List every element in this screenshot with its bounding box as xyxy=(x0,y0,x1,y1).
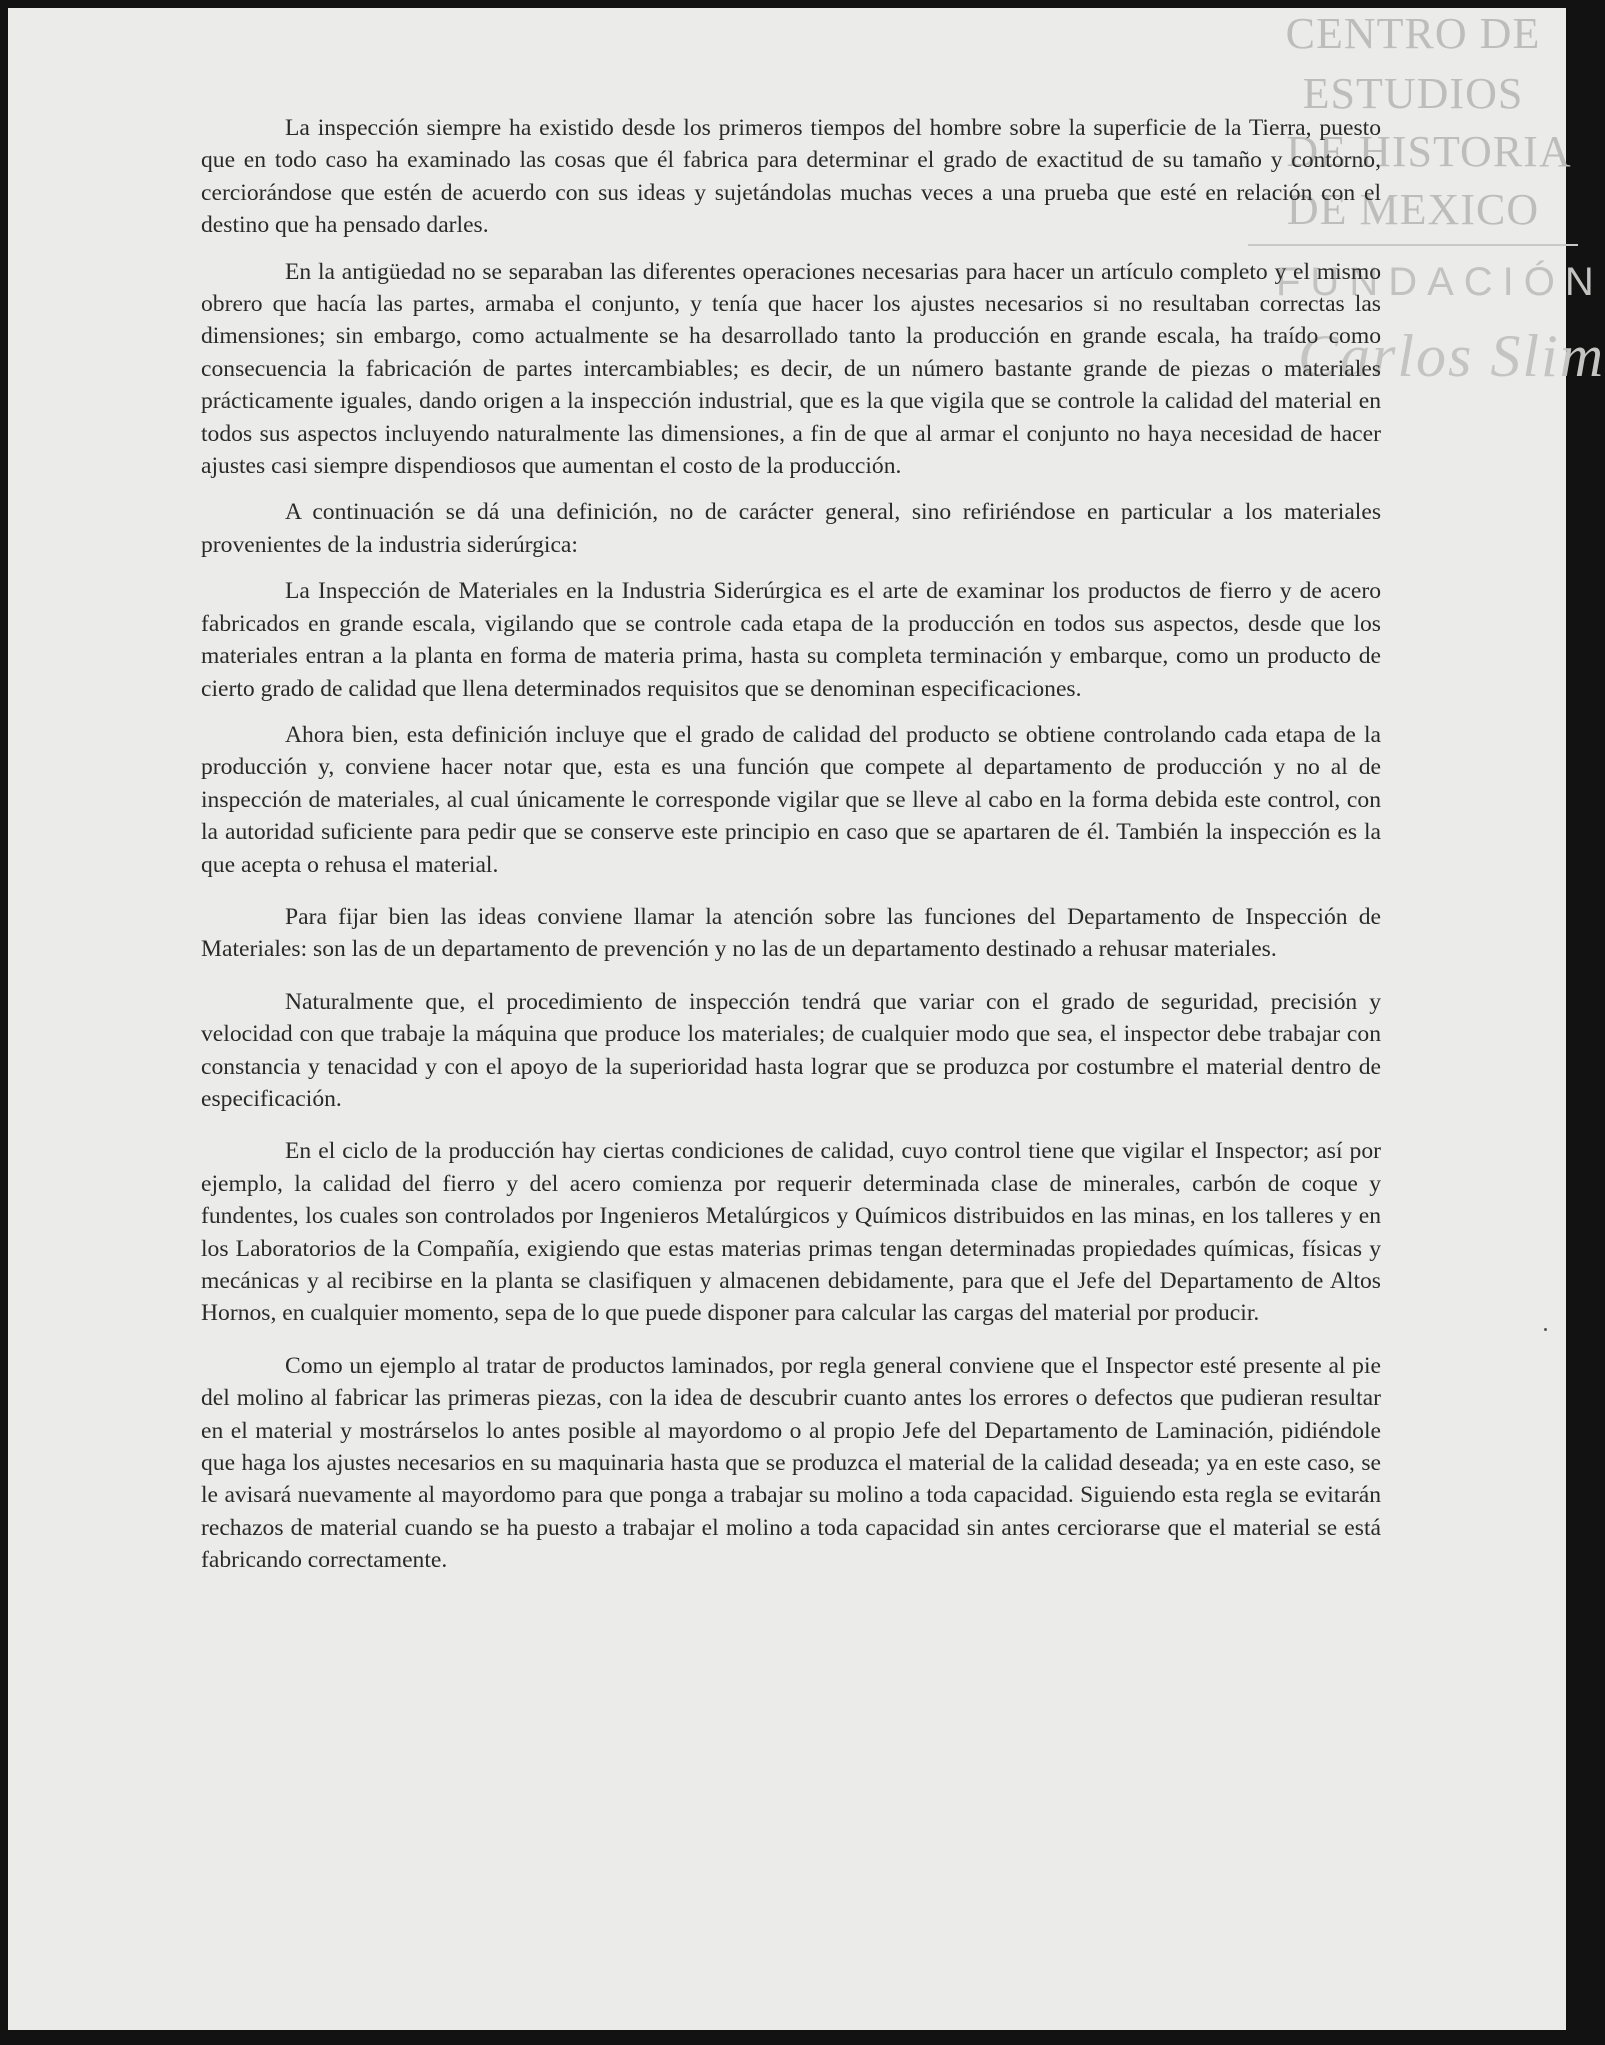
watermark-line: ESTUDIOS xyxy=(1302,69,1524,118)
paragraph: Para fijar bien las ideas conviene llamar la atención sobre las funciones del Departamento de Inspección de Materiales: son las de un departamento de prevención y no las de un departamento destinado a rehusar materiales. xyxy=(201,903,1381,963)
paragraph: Como un ejemplo al tratar de productos laminados, por regla general conviene que el Inspector esté presente al pie del molino al fabricar las primeras piezas, con la idea de descubrir cuanto antes los errores o defectos que pudieran resultar en el material y mostrárselos lo antes posible al mayordomo o al propio Jefe del Departamento de Laminación, pidiéndole que haga los ajustes necesarios en su maquinaria hasta que se produzca el material de la calidad deseada; ya en este caso, se le avisará nuevamente al mayordomo para que ponga a trabajar su molino a toda capacidad. Siguiendo esta regla se evitarán rechazos de material cuando se ha puesto a trabajar el molino a toda capacidad sin antes cerciorarse que el material se está fabricando correctamente. xyxy=(201,1352,1381,1574)
watermark-fundacion: FUNDACIÓN xyxy=(1276,260,1604,304)
paragraph: En la antigüedad no se separaban las diferentes operaciones necesarias para hacer un artículo completo y el mismo obrero que hacía las partes, armaba el conjunto, y tenía que hacer los ajustes necesarios si no resultaban correctas las dimensiones; sin embargo, como actualmente se ha desarrollado tanto la producción en grande escala, ha traído como consecuencia la fabricación de partes intercambiables; es decir, de un número bastante grande de piezas o materiales prácticamente iguales, dando origen a la inspección industrial, que es la que vigila que se controle la calidad del material en todos sus aspectos incluyendo naturalmente las dimensiones, a fin de que al armar el conjunto no haya necesidad de hacer ajustes casi siempre dispendiosos que aumentan el costo de la producción. xyxy=(201,258,1381,480)
paragraph: Ahora bien, esta definición incluye que el grado de calidad del producto se obtiene controlando cada etapa de la producción y, conviene hacer notar que, esta es una función que compete al departamento de producción y no al de inspección de materiales, al cual únicamente le corresponde vigilar que se lleve al cabo en la forma debida este control, con la autoridad suficiente para pedir que se conserve este principio en caso que se apartaren de él. También la inspección es la que acepta o rehusa el material. xyxy=(201,721,1381,878)
paragraph: La Inspección de Materiales en la Industria Siderúrgica es el arte de examinar los productos de fierro y de acero fabricados en grande escala, vigilando que se controle cada etapa de la producción en todos sus aspectos, desde que los materiales entran a la planta en forma de materia prima, hasta su completa terminación y embarque, como un producto de cierto grado de calidad que llena determinados requisitos que se denominan especificaciones. xyxy=(201,578,1381,702)
watermark-line: DE MEXICO xyxy=(1286,185,1540,234)
paper-speck xyxy=(1544,1328,1547,1331)
watermark-signature: Carlos Slim xyxy=(1298,323,1605,389)
paragraph: Naturalmente que, el procedimiento de inspección tendrá que variar con el grado de seguridad, precisión y velocidad con que trabaje la máquina que produce los materiales; de cualquier modo que sea, el inspector debe trabajar con constancia y tenacidad y con el apoyo de la superioridad hasta lograr que se produzca por costumbre el material dentro de especificación. xyxy=(201,988,1381,1112)
paragraph: La inspección siempre ha existido desde los primeros tiempos del hombre sobre la superficie de la Tierra, puesto que en todo caso ha examinado las cosas que él fabrica para determinar el grado de exactitud de su tamaño y contorno, cerciorándose que estén de acuerdo con sus ideas y sujetándolas muchas veces a una prueba que esté en relación con el destino que ha pensado darles. xyxy=(201,115,1381,239)
document-page xyxy=(8,8,1605,2030)
document-body xyxy=(201,112,1381,1591)
watermark-line: DE HISTORIA xyxy=(1286,127,1572,176)
watermark-line: CENTRO DE xyxy=(1285,9,1541,58)
paragraph: A continuación se dá una definición, no de carácter general, sino refiriéndose en particular a los materiales provenientes de la industria siderúrgica: xyxy=(201,499,1381,558)
paragraph: En el ciclo de la producción hay ciertas condiciones de calidad, cuyo control tiene que vigilar el Inspector; así por ejemplo, la calidad del fierro y del acero comienza por requerir determinada clase de minerales, carbón de coque y fundentes, los cuales son controlados por Ingenieros Metalúrgicos y Químicos distribuidos en las minas, en los talleres y en los Laboratorios de la Compañía, exigiendo que estas materias primas tengan determinadas propiedades químicas, físicas y mecánicas y al recibirse en la planta se clasifiquen y almacenen debidamente, para que el Jefe del Departamento de Altos Hornos, en cualquier momento, sepa de lo que puede disponer para calcular las cargas del material por producir. xyxy=(201,1138,1381,1327)
